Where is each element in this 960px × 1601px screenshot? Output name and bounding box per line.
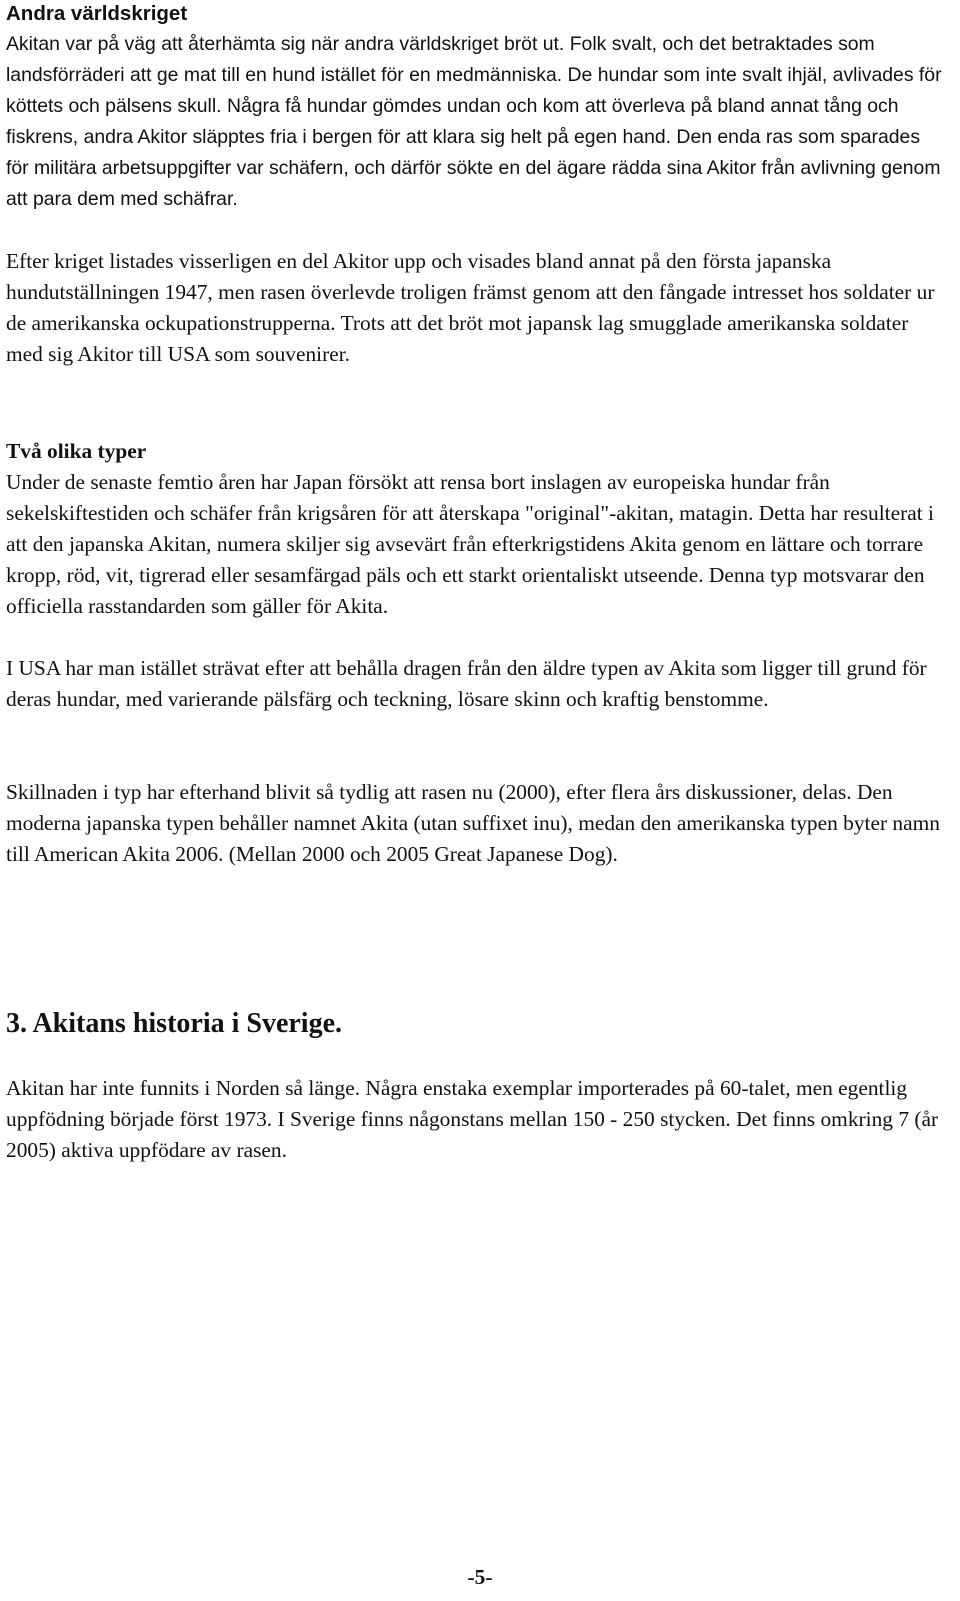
paragraph-usa-type: I USA har man istället strävat efter att behålla dragen från den äldre typen av Akita som ligger till grund för deras hundar, med varierande pälsfärg och teckning, lösare skinn och kraftig benstomme. (6, 656, 927, 711)
paragraph-japan-type: Under de senaste femtio åren har Japan försökt att rensa bort inslagen av europeiska hundar från sekelskiftestiden och schäfer från krigsåren för att återskapa "original"-akitan, matagin. Detta har resulterat i att den japanska Akitan, numera skiljer sig avsevärt från efterkrigstidens Akita genom en lättare och torrare kropp, röd, vit, tigrerad eller sesamfärgad päls och ett starkt orientaliskt utseende. Denna typ motsvarar den officiella rasstandarden som gäller för Akita. (6, 470, 934, 618)
paragraph-world-war: Akitan var på väg att återhämta sig när andra världskriget bröt ut. Folk svalt, och det betraktades som landsförräderi att ge mat till en hund istället för en medmänniska. De hundar som inte svalt ihjäl, avlivades för köttets och pälsens skull. Några få hundar gömdes undan och kom att överleva på bland annat tång och fiskrens, andra Akitor släpptes fria i bergen för att klara sig helt på egen hand. Den enda ras som sparades för militära arbetsuppgifter var schäfern, och därför sökte en del ägare rädda sina Akitor från avlivning genom att para dem med schäfrar. (6, 33, 942, 210)
section-heading-world-war: Andra världskriget (6, 2, 188, 25)
page-number: -5- (467, 1565, 493, 1589)
paragraph-sweden: Akitan har inte funnits i Norden så länge. Några enstaka exemplar importerades på 60-talet, men egentlig uppfödning började först 1973. I Sverige finns någonstans mellan 150 - 250 stycken. Det finns omkring 7 (år 2005) aktiva uppfödare av rasen. (6, 1076, 939, 1162)
section-heading-two-types: Två olika typer (6, 439, 147, 463)
paragraph-after-war: Efter kriget listades visserligen en del Akitor upp och visades bland annat på den första japanska hundutställningen 1947, men rasen överlevde troligen främst genom att den fångade intresset hos soldater ur de amerikanska ockupationstrupperna. Trots att det bröt mot japansk lag smugglade amerikanska soldater med sig Akitor till USA som souvenirer. (6, 249, 935, 366)
section-title-sweden: 3. Akitans historia i Sverige. (6, 1008, 343, 1039)
paragraph-breed-split: Skillnaden i typ har efterhand blivit så tydlig att rasen nu (2000), efter flera års diskussioner, delas. Den moderna japanska typen behåller namnet Akita (utan suffixet inu), medan den amerikanska typen byter namn till American Akita 2006. (Mellan 2000 och 2005 Great Japanese Dog). (6, 780, 940, 866)
